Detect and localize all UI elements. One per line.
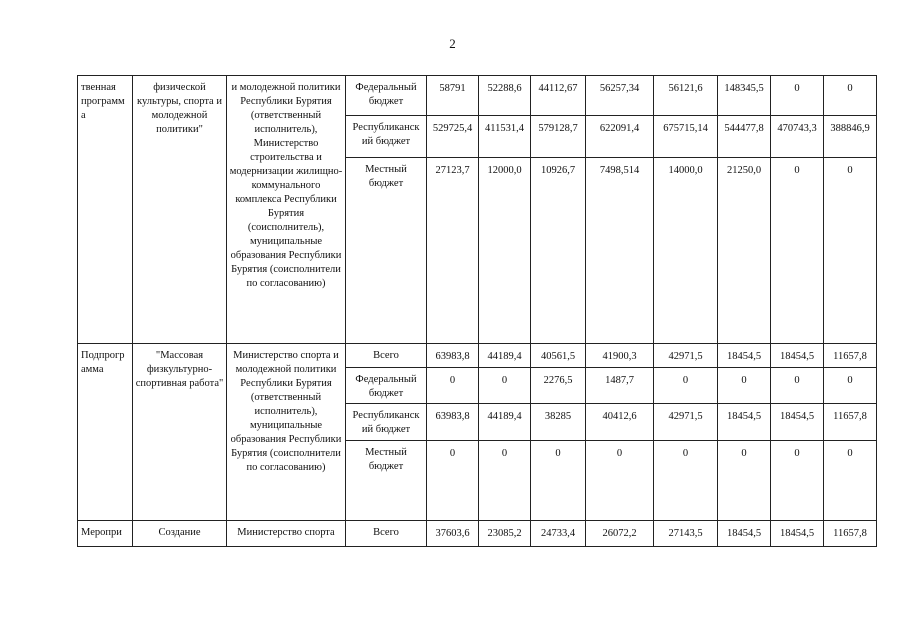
value-cell: 14000,0 xyxy=(654,158,718,344)
program-type-cell: Подпрогр амма xyxy=(78,344,133,521)
value-cell: 0 xyxy=(654,441,718,521)
value-cell: 0 xyxy=(586,441,654,521)
table-body xyxy=(78,76,877,547)
value-cell: 0 xyxy=(824,76,877,116)
value-cell: 40412,6 xyxy=(586,404,654,441)
value-cell: 11657,8 xyxy=(824,344,877,368)
table-row xyxy=(78,521,877,547)
value-cell: 27143,5 xyxy=(654,521,718,547)
value-cell: 0 xyxy=(771,441,824,521)
value-cell: 0 xyxy=(771,158,824,344)
value-cell: 10926,7 xyxy=(531,158,586,344)
value-cell: 56121,6 xyxy=(654,76,718,116)
value-cell: 23085,2 xyxy=(479,521,531,547)
budget-table xyxy=(77,75,877,547)
value-cell: 411531,4 xyxy=(479,116,531,158)
value-cell: 0 xyxy=(718,441,771,521)
value-cell: 0 xyxy=(479,368,531,404)
value-cell: 622091,4 xyxy=(586,116,654,158)
value-cell: 18454,5 xyxy=(718,404,771,441)
value-cell: 0 xyxy=(427,441,479,521)
value-cell: 44112,67 xyxy=(531,76,586,116)
value-cell: 0 xyxy=(531,441,586,521)
program-name-cell: Создание xyxy=(133,521,227,547)
funding-source-cell: Местный бюджет xyxy=(346,158,427,344)
value-cell: 0 xyxy=(824,368,877,404)
value-cell: 7498,514 xyxy=(586,158,654,344)
value-cell: 0 xyxy=(771,76,824,116)
value-cell: 52288,6 xyxy=(479,76,531,116)
value-cell: 11657,8 xyxy=(824,521,877,547)
executors-cell: Министерство спорта и молодежной политики Республики Бурятия (ответственный исполнитель), муниципальные образования Республики Бурятия (соисполнители по согласованию) xyxy=(227,344,346,521)
value-cell: 0 xyxy=(824,441,877,521)
program-name-cell: "Массовая физкультурно-спортивная работа" xyxy=(133,344,227,521)
value-cell: 44189,4 xyxy=(479,404,531,441)
value-cell: 18454,5 xyxy=(771,344,824,368)
value-cell: 0 xyxy=(718,368,771,404)
funding-source-cell: Федеральный бюджет xyxy=(346,368,427,404)
funding-source-cell: Всего xyxy=(346,521,427,547)
value-cell: 63983,8 xyxy=(427,404,479,441)
value-cell: 41900,3 xyxy=(586,344,654,368)
value-cell: 12000,0 xyxy=(479,158,531,344)
executors-cell: и молодежной политики Республики Бурятия (ответственный исполнитель), Министерство строительства и модернизации жилищно-коммунального комплекса Республики Бурятия (соисполнитель), муниципальные образования Республики Бурятия (соисполнители по согласованию) xyxy=(227,76,346,344)
value-cell: 470743,3 xyxy=(771,116,824,158)
value-cell: 58791 xyxy=(427,76,479,116)
value-cell: 18454,5 xyxy=(718,344,771,368)
value-cell: 2276,5 xyxy=(531,368,586,404)
value-cell: 544477,8 xyxy=(718,116,771,158)
value-cell: 44189,4 xyxy=(479,344,531,368)
executors-cell: Министерство спорта xyxy=(227,521,346,547)
value-cell: 11657,8 xyxy=(824,404,877,441)
value-cell: 27123,7 xyxy=(427,158,479,344)
value-cell: 0 xyxy=(427,368,479,404)
value-cell: 63983,8 xyxy=(427,344,479,368)
value-cell: 579128,7 xyxy=(531,116,586,158)
value-cell: 24733,4 xyxy=(531,521,586,547)
value-cell: 18454,5 xyxy=(771,404,824,441)
value-cell: 56257,34 xyxy=(586,76,654,116)
value-cell: 0 xyxy=(771,368,824,404)
value-cell: 675715,14 xyxy=(654,116,718,158)
program-name-cell: физической культуры, спорта и молодежной политики" xyxy=(133,76,227,344)
program-type-cell: Меропри xyxy=(78,521,133,547)
value-cell: 0 xyxy=(654,368,718,404)
value-cell: 42971,5 xyxy=(654,404,718,441)
value-cell: 529725,4 xyxy=(427,116,479,158)
value-cell: 18454,5 xyxy=(771,521,824,547)
value-cell: 40561,5 xyxy=(531,344,586,368)
value-cell: 1487,7 xyxy=(586,368,654,404)
value-cell: 21250,0 xyxy=(718,158,771,344)
funding-source-cell: Республиканск ий бюджет xyxy=(346,116,427,158)
value-cell: 26072,2 xyxy=(586,521,654,547)
value-cell: 18454,5 xyxy=(718,521,771,547)
value-cell: 37603,6 xyxy=(427,521,479,547)
table-row xyxy=(78,76,877,116)
funding-source-cell: Федеральный бюджет xyxy=(346,76,427,116)
value-cell: 388846,9 xyxy=(824,116,877,158)
value-cell: 42971,5 xyxy=(654,344,718,368)
value-cell: 148345,5 xyxy=(718,76,771,116)
funding-source-cell: Всего xyxy=(346,344,427,368)
table-row xyxy=(78,344,877,368)
program-type-cell: твенная программ а xyxy=(78,76,133,344)
page-number: 2 xyxy=(449,36,456,51)
funding-source-cell: Местный бюджет xyxy=(346,441,427,521)
funding-source-cell: Республиканск ий бюджет xyxy=(346,404,427,441)
value-cell: 38285 xyxy=(531,404,586,441)
value-cell: 0 xyxy=(824,158,877,344)
value-cell: 0 xyxy=(479,441,531,521)
